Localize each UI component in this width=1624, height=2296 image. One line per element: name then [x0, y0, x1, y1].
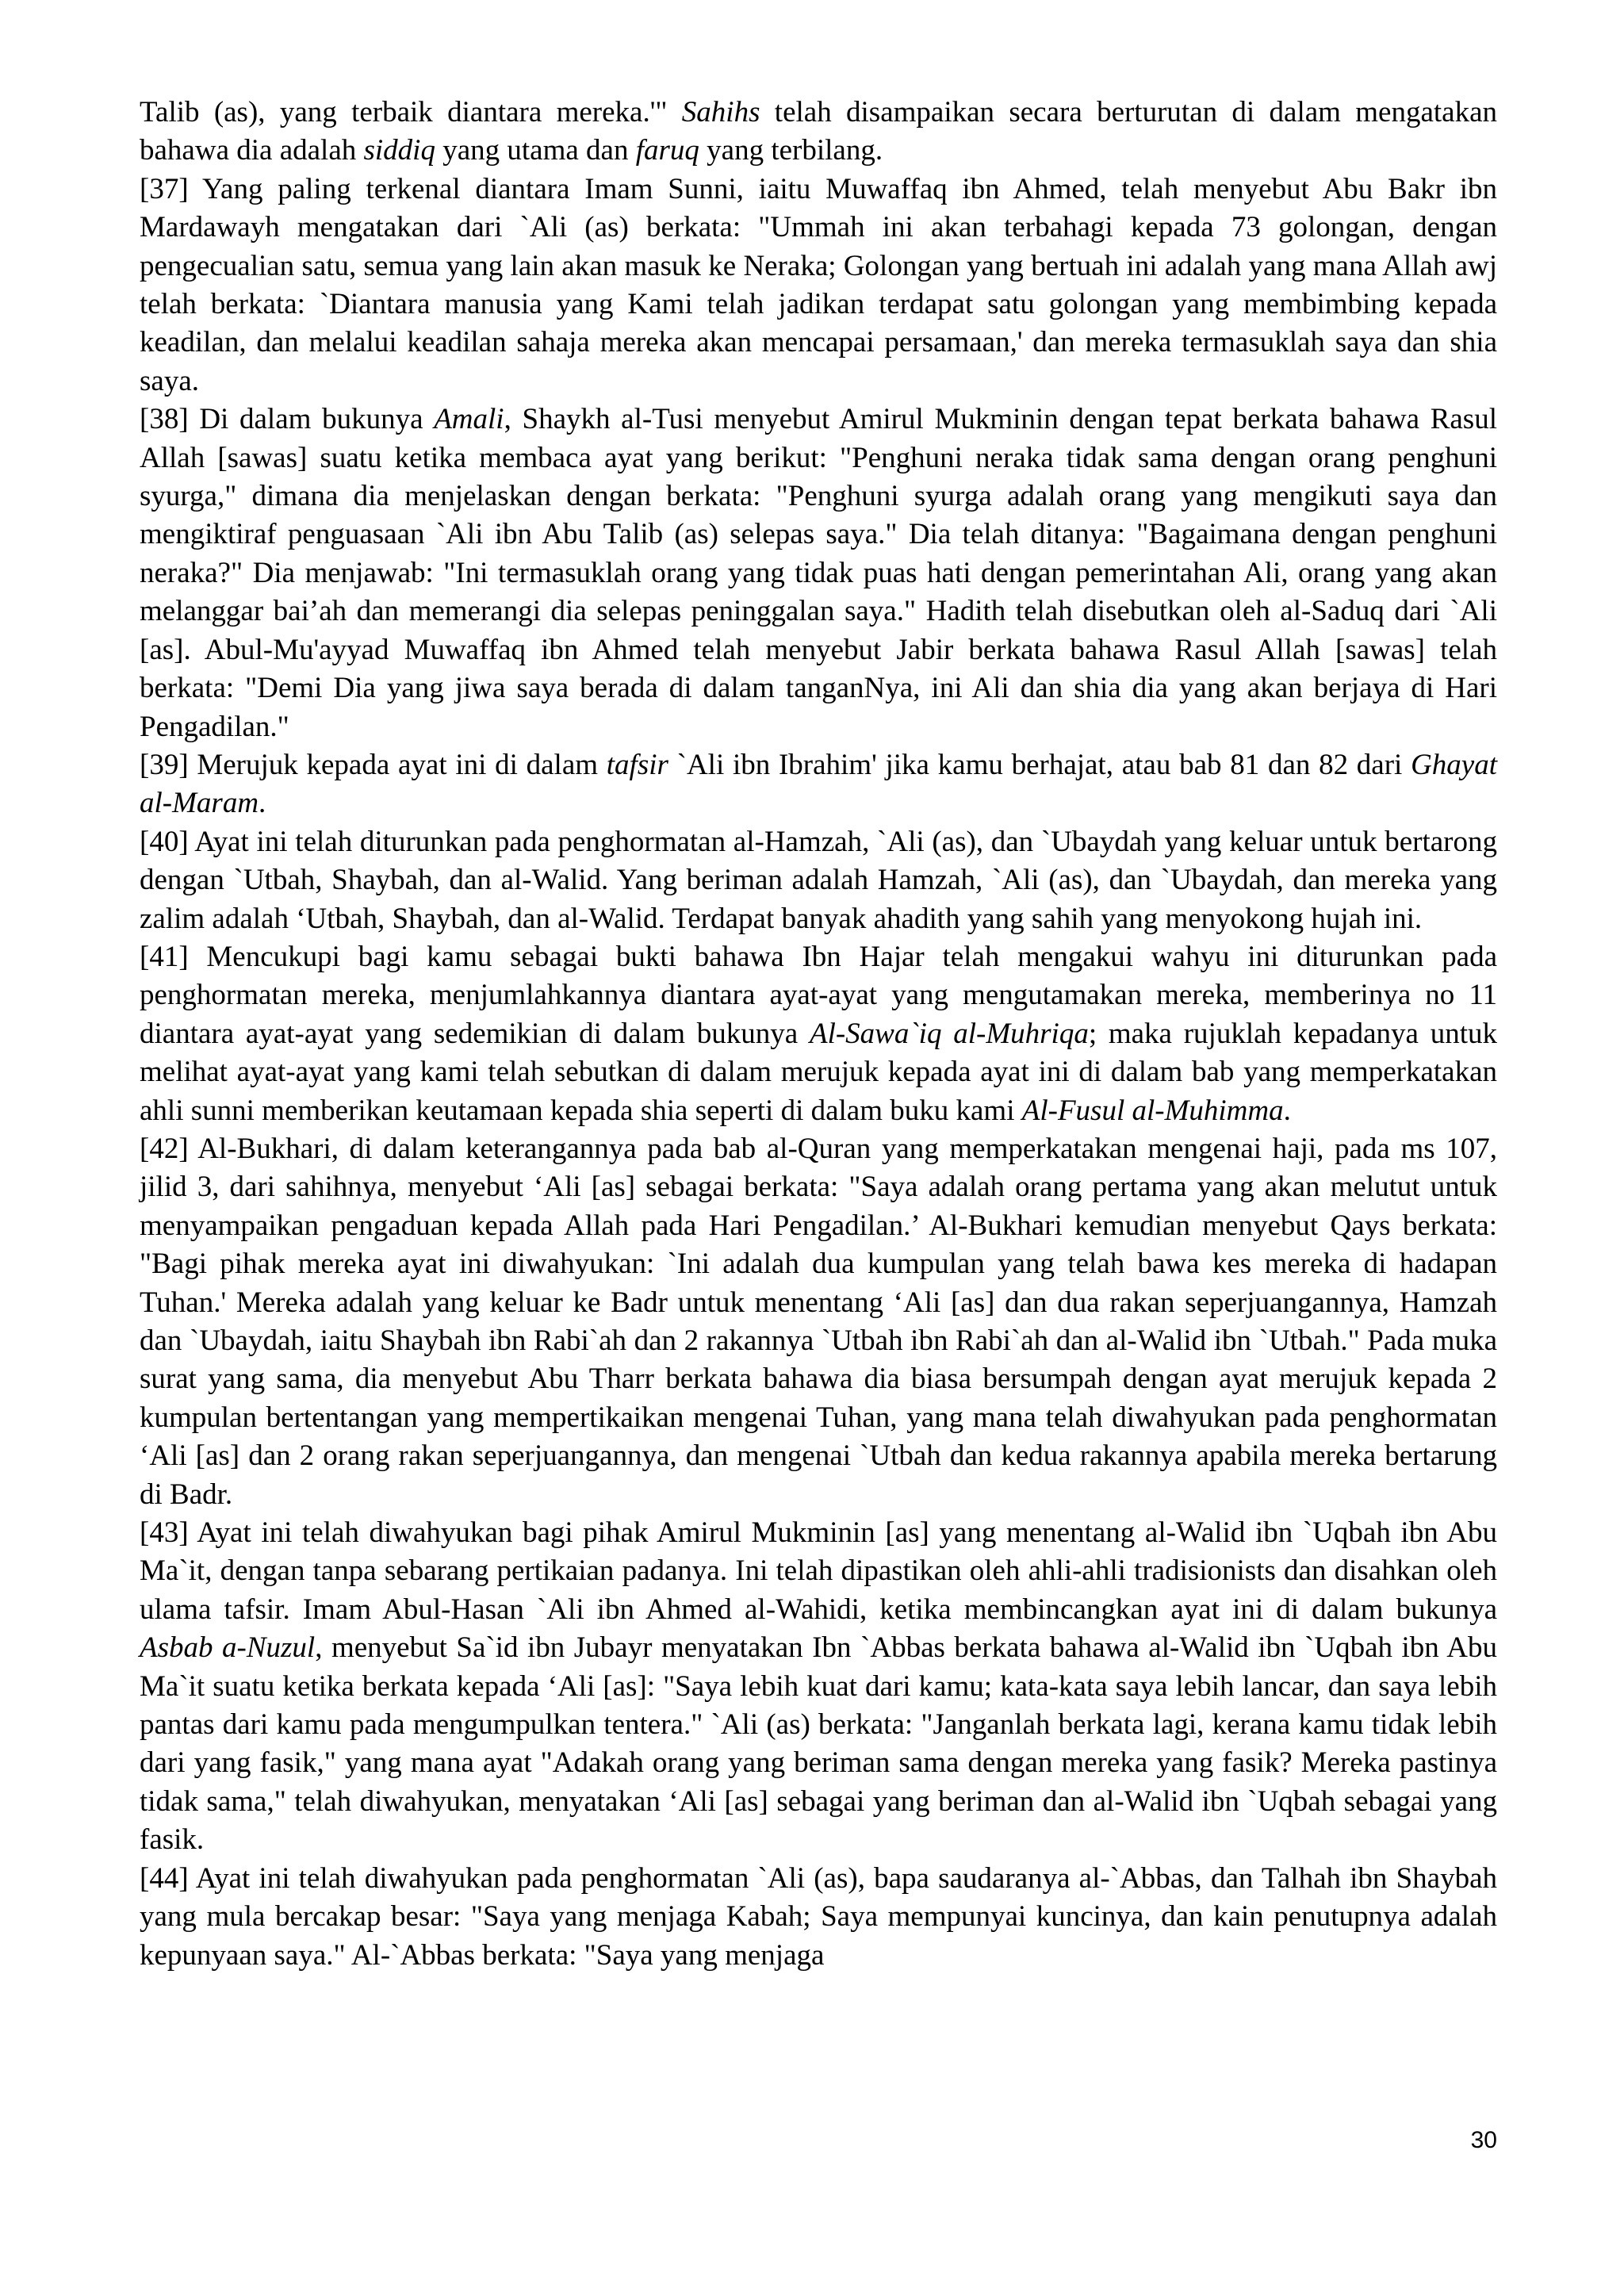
paragraph-note-37: [37] Yang paling terkenal diantara Imam Sunni, iaitu Muwaffaq ibn Ahmed, telah menyebut Abu Bakr ibn Mardawayh mengatakan dari `Ali (as) berkata: "Ummah ini akan terbahagi kepada 73 golongan, dengan pengecualian satu, semua yang lain akan masuk ke Neraka; Golongan yang bertuah ini adalah yang mana Allah awj telah berkata: `Diantara manusia yang Kami telah jadikan terdapat satu golongan yang membimbing kepada keadilan, dan melalui keadilan sahaja mereka akan mencapai persamaan,' dan mereka termasuklah saya dan shia saya.: [140, 172, 1497, 397]
paragraph-note-44: [44] Ayat ini telah diwahyukan pada penghormatan `Ali (as), bapa saudaranya al-`Abbas, dan Talhah ibn Shaybah yang mula bercakap besar: "Saya yang menjaga Kabah; Saya mempunyai kuncinya, dan kain penutupnya adalah kepunyaan saya." Al-`Abbas berkata: "Saya yang menjaga: [140, 1861, 1497, 1972]
italic-title: Al-Fusul al-Muhimma: [1021, 1094, 1284, 1127]
italic-title: Asbab a-Nuzul: [140, 1631, 316, 1665]
italic-title: Al-Sawa`iq al-Muhriqa: [809, 1017, 1089, 1050]
page-number: 30: [1470, 2127, 1497, 2153]
italic-title: Sahihs: [681, 96, 760, 128]
italic-title: siddiq: [363, 134, 435, 167]
italic-title: tafsir: [606, 748, 668, 781]
paragraph-note-43: [43] Ayat ini telah diwahyukan bagi pihak Amirul Mukminin [as] yang menentang al-Walid ibn `Uqbah ibn Abu Ma`it, dengan tanpa sebarang pertikaian padanya. Ini telah dipastikan oleh ahli-ahli tradisionists dan disahkan oleh ulama tafsir. Imam Abul-Hasan `Ali ibn Ahmed al-Wahidi, ketika membincangkan ayat ini di dalam bukunya Asbab a-Nuzul, menyebut Sa`id ibn Jubayr menyatakan Ibn `Abbas berkata bahawa al-Walid ibn `Uqbah ibn Abu Ma`it suatu ketika berkata kepada ‘Ali [as]: "Saya lebih kuat dari kamu; kata-kata saya lebih lancar, dan saya lebih pantas dari kamu pada mengumpulkan tentera." `Ali (as) berkata: "Janganlah berkata lagi, kerana kamu tidak lebih dari yang fasik," yang mana ayat "Adakah orang yang beriman sama dengan mereka yang fasik? Mereka pastinya tidak sama," telah diwahyukan, menyatakan ‘Ali [as] sebagai yang beriman dan al-Walid ibn `Uqbah sebagai yang fasik.: [140, 1516, 1497, 1857]
paragraph-note-39: [39] Merujuk kepada ayat ini di dalam tafsir `Ali ibn Ibrahim' jika kamu berhajat, atau bab 81 dan 82 dari Ghayat al-Maram.: [140, 748, 1497, 820]
paragraph-note-38: [38] Di dalam bukunya Amali, Shaykh al-Tusi menyebut Amirul Mukminin dengan tepat berkata bahawa Rasul Allah [sawas] suatu ketika membaca ayat yang berikut: "Penghuni neraka tidak sama dengan orang penghuni syurga," dimana dia menjelaskan dengan berkata: "Penghuni syurga adalah orang yang mengikuti saya dan mengiktiraf penguasaan `Ali ibn Abu Talib (as) selepas saya." Dia telah ditanya: "Bagaimana dengan penghuni neraka?" Dia menjawab: "Ini termasuklah orang yang tidak puas hati dengan pemerintahan Ali, orang yang akan melanggar bai’ah dan memerangi dia selepas peninggalan saya." Hadith telah disebutkan oleh al-Saduq dari `Ali [as]. Abul-Mu'ayyad Muwaffaq ibn Ahmed telah menyebut Jabir berkata bahawa Rasul Allah [sawas] telah berkata: "Demi Dia yang jiwa saya berada di dalam tanganNya, ini Ali dan shia dia yang akan berjaya di Hari Pengadilan.": [140, 403, 1497, 743]
paragraph-note-40: [40] Ayat ini telah diturunkan pada penghormatan al-Hamzah, `Ali (as), dan `Ubaydah yang keluar untuk bertarong dengan `Utbah, Shaybah, dan al-Walid. Yang beriman adalah Hamzah, `Ali (as), dan `Ubaydah, dan mereka yang zalim adalah ‘Utbah, Shaybah, dan al-Walid. Terdapat banyak ahadith yang sahih yang menyokong hujah ini.: [140, 825, 1497, 935]
paragraph-note-42: [42] Al-Bukhari, di dalam keterangannya pada bab al-Quran yang memperkatakan mengenai haji, pada ms 107, jilid 3, dari sahihnya, menyebut ‘Ali [as] sebagai berkata: "Saya adalah orang pertama yang akan melutut untuk menyampaikan pengaduan kepada Allah pada Hari Pengadilan.’ Al-Bukhari kemudian menyebut Qays berkata: "Bagi pihak mereka ayat ini diwahyukan: `Ini adalah dua kumpulan yang telah bawa kes mereka di hadapan Tuhan.' Mereka adalah yang keluar ke Badr untuk menentang ‘Ali [as] dan dua rakan seperjuangannya, Hamzah dan `Ubaydah, iaitu Shaybah ibn Rabi`ah dan 2 rakannya `Utbah ibn Rabi`ah dan al-Walid ibn `Utbah." Pada muka surat yang sama, dia menyebut Abu Tharr berkata bahawa dia biasa bersumpah dengan ayat merujuk kepada 2 kumpulan bertentangan yang mempertikaikan mengenai Tuhan, yang mana telah diwahyukan pada penghormatan ‘Ali [as] dan 2 orang rakan seperjuangannya, dan mengenai `Utbah dan kedua rakannya apabila mereka bertarung di Badr.: [140, 1132, 1497, 1511]
paragraph: Talib (as), yang terbaik diantara mereka.'" Sahihs telah disampaikan secara berturutan di dalam mengatakan bahawa dia adalah siddiq yang utama dan faruq yang terbilang.: [140, 96, 1497, 167]
document-body: [140, 94, 1497, 1975]
paragraph-note-41: [41] Mencukupi bagi kamu sebagai bukti bahawa Ibn Hajar telah mengakui wahyu ini diturunkan pada penghormatan mereka, menjumlahkannya diantara ayat-ayat yang mengutamakan mereka, memberinya no 11 diantara ayat-ayat yang sedemikian di dalam bukunya Al-Sawa`iq al-Muhriqa; maka rujuklah kepadanya untuk melihat ayat-ayat yang kami telah sebutkan di dalam merujuk kepada ayat ini di dalam bab yang memperkatakan ahli sunni memberikan keutamaan kepada shia seperti di dalam buku kami Al-Fusul al-Muhimma.: [140, 940, 1497, 1127]
italic-title: Amali: [434, 403, 504, 436]
italic-title: Ghayat al-Maram: [140, 748, 1497, 820]
italic-title: faruq: [635, 134, 699, 167]
